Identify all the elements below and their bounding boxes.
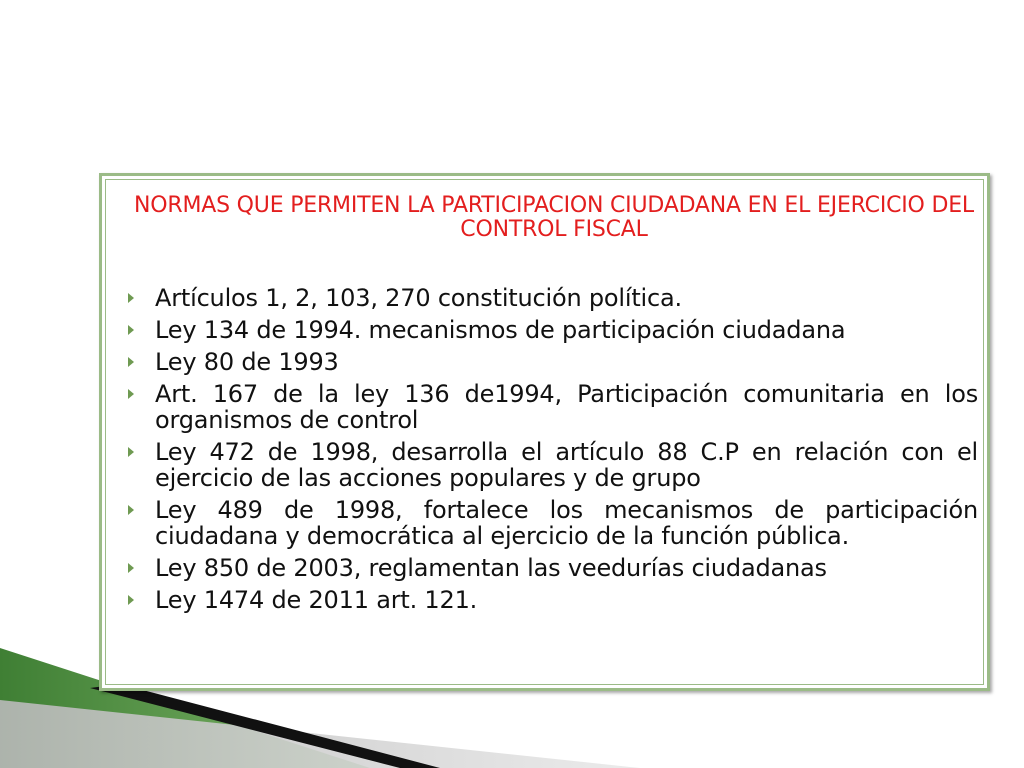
bullet-list (128, 285, 978, 619)
arrow-bullet-icon (128, 357, 134, 367)
list-item (128, 587, 978, 613)
list-item (128, 317, 978, 343)
slide-title: NORMAS QUE PERMITEN LA PARTICIPACION CIUDADANA EN EL EJERCICIO DEL CONTROL FISCAL (134, 193, 974, 242)
list-item (128, 349, 978, 375)
list-item-text: Ley 472 de 1998, desarrolla el artículo 88 C.P en relación con el ejercicio de las acciones populares y de grupo (155, 438, 978, 492)
arrow-bullet-icon (128, 293, 134, 303)
arrow-bullet-icon (128, 389, 134, 399)
list-item (128, 555, 978, 581)
list-item-text: Ley 1474 de 2011 art. 121. (155, 586, 478, 614)
arrow-bullet-icon (128, 563, 134, 573)
list-item (128, 439, 978, 491)
arrow-bullet-icon (128, 447, 134, 457)
gray-wedge (0, 700, 640, 768)
list-item-text: Ley 850 de 2003, reglamentan las veedurías ciudadanas (155, 554, 827, 582)
list-item-text: Ley 134 de 1994. mecanismos de participación ciudadana (155, 316, 846, 344)
list-item-text: Ley 80 de 1993 (155, 348, 339, 376)
list-item (128, 381, 978, 433)
arrow-bullet-icon (128, 505, 134, 515)
list-item (128, 497, 978, 549)
list-item-text: Art. 167 de la ley 136 de1994, Participación comunitaria en los organismos de control (155, 380, 978, 434)
list-item-text: Ley 489 de 1998, fortalece los mecanismos de participación ciudadana y democrática al ejercicio de la función pública. (155, 496, 978, 550)
list-item (128, 285, 978, 311)
list-item-text: Artículos 1, 2, 103, 270 constitución política. (155, 284, 682, 312)
arrow-bullet-icon (128, 595, 134, 605)
arrow-bullet-icon (128, 325, 134, 335)
